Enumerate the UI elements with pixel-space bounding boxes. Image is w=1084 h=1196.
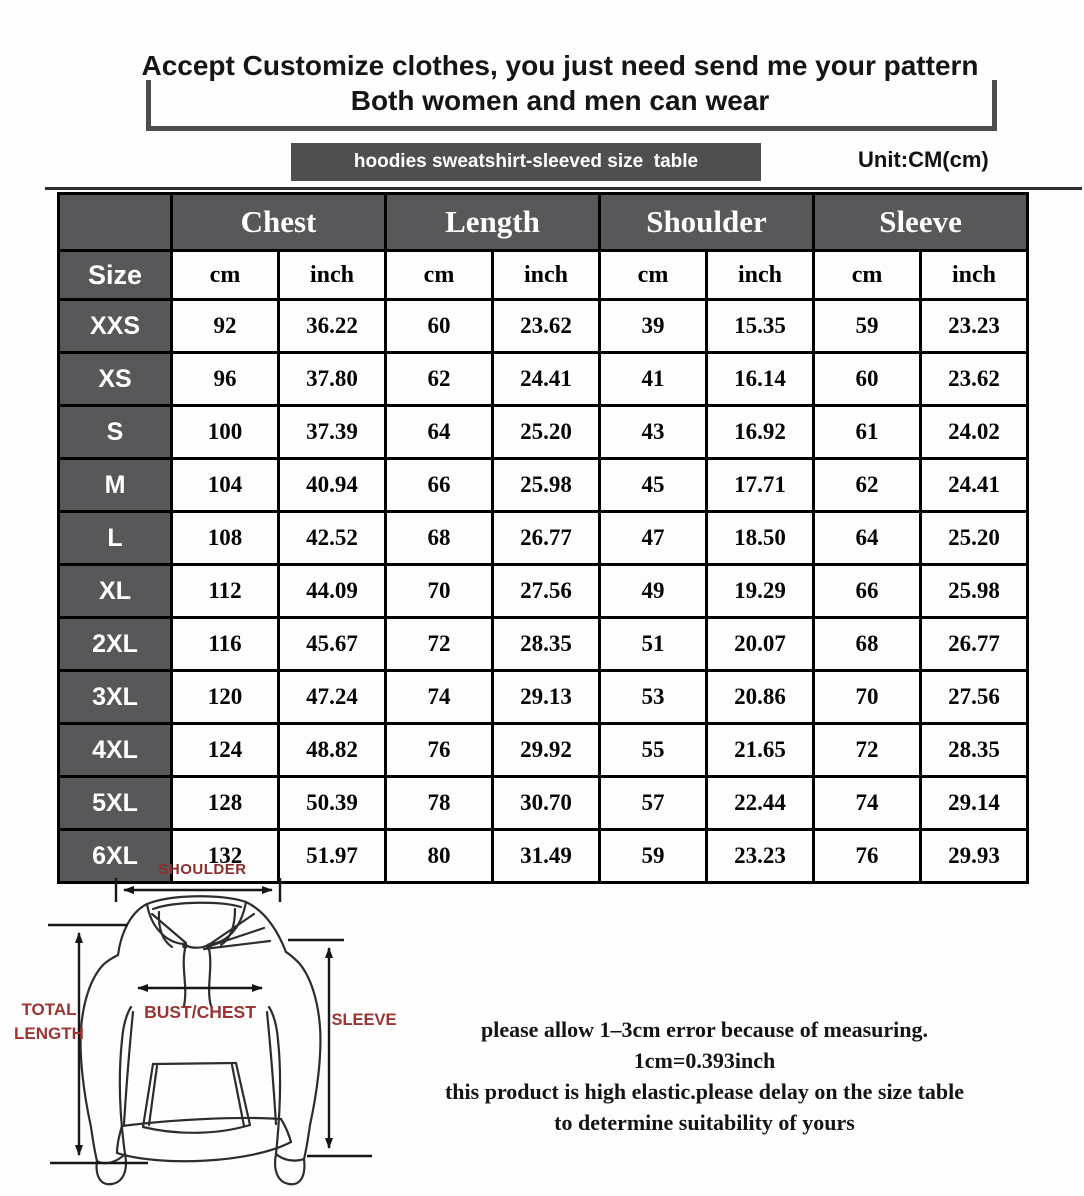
sleeve-label: SLEEVE [331, 1011, 397, 1029]
sub-header: inch [279, 251, 386, 300]
value-cell: 22.44 [707, 777, 814, 830]
value-cell: 23.62 [493, 300, 600, 353]
value-cell: 47.24 [279, 671, 386, 724]
value-cell: 43 [600, 406, 707, 459]
value-cell: 15.35 [707, 300, 814, 353]
value-cell: 78 [386, 777, 493, 830]
drawstring-left [184, 949, 186, 1006]
value-cell: 72 [386, 618, 493, 671]
group-header-chest: Chest [172, 194, 386, 251]
value-cell: 29.92 [493, 724, 600, 777]
value-cell: 29.13 [493, 671, 600, 724]
value-cell: 55 [600, 724, 707, 777]
value-cell: 49 [600, 565, 707, 618]
heading-bracket [146, 80, 997, 131]
value-cell: 24.41 [493, 353, 600, 406]
value-cell: 60 [814, 353, 921, 406]
hoodie-outline [81, 896, 321, 1184]
size-cell: 4XL [59, 724, 172, 777]
pocket [153, 1063, 236, 1064]
size-table [57, 192, 1029, 884]
value-cell: 68 [814, 618, 921, 671]
note-line-4: to determine suitability of yours [554, 1110, 855, 1135]
value-cell: 45.67 [279, 618, 386, 671]
value-cell: 37.80 [279, 353, 386, 406]
value-cell: 29.93 [921, 830, 1028, 883]
value-cell: 124 [172, 724, 279, 777]
value-cell: 24.41 [921, 459, 1028, 512]
group-header-sleeve: Sleeve [814, 194, 1028, 251]
value-cell: 36.22 [279, 300, 386, 353]
drawstring-right [209, 949, 211, 1006]
total-length-label-line2: LENGTH [14, 1024, 84, 1043]
sub-header-row [59, 251, 1028, 300]
table-row [59, 724, 1028, 777]
value-cell: 96 [172, 353, 279, 406]
value-cell: 24.02 [921, 406, 1028, 459]
value-cell: 25.98 [493, 459, 600, 512]
table-row [59, 459, 1028, 512]
measurement-diagram [0, 856, 410, 1196]
value-cell: 25.20 [493, 406, 600, 459]
table-row [59, 512, 1028, 565]
size-cell: XXS [59, 300, 172, 353]
value-cell: 26.77 [921, 618, 1028, 671]
table-title-banner: hoodies sweatshirt-sleeved size table [291, 143, 761, 181]
value-cell: 19.29 [707, 565, 814, 618]
shoulder-label: SHOULDER [158, 861, 247, 878]
value-cell: 17.71 [707, 459, 814, 512]
value-cell: 23.62 [921, 353, 1028, 406]
size-cell: 6XL [59, 830, 172, 883]
value-cell: 18.50 [707, 512, 814, 565]
value-cell: 16.92 [707, 406, 814, 459]
value-cell: 39 [600, 300, 707, 353]
total-length-label [6, 998, 92, 1046]
table-row [59, 777, 1028, 830]
value-cell: 53 [600, 671, 707, 724]
value-cell: 23.23 [921, 300, 1028, 353]
value-cell: 64 [386, 406, 493, 459]
value-cell: 68 [386, 512, 493, 565]
bust-chest-label: BUST/CHEST [144, 1002, 256, 1022]
sub-header: cm [172, 251, 279, 300]
table-row [59, 671, 1028, 724]
sub-header: cm [386, 251, 493, 300]
value-cell: 25.98 [921, 565, 1028, 618]
value-cell: 70 [386, 565, 493, 618]
group-header-shoulder: Shoulder [600, 194, 814, 251]
value-cell: 45 [600, 459, 707, 512]
total-length-label-line1: TOTAL [21, 1000, 77, 1019]
sub-header: cm [600, 251, 707, 300]
value-cell: 76 [814, 830, 921, 883]
value-cell: 120 [172, 671, 279, 724]
size-cell: XS [59, 353, 172, 406]
value-cell: 50.39 [279, 777, 386, 830]
value-cell: 92 [172, 300, 279, 353]
value-cell: 29.14 [921, 777, 1028, 830]
value-cell: 100 [172, 406, 279, 459]
value-cell: 28.35 [493, 618, 600, 671]
hem-band [122, 1118, 281, 1126]
value-cell: 25.20 [921, 512, 1028, 565]
value-cell: 27.56 [921, 671, 1028, 724]
unit-label: Unit:CM(cm) [858, 147, 989, 172]
value-cell: 51 [600, 618, 707, 671]
group-header-row [59, 194, 1028, 251]
value-cell: 132 [172, 830, 279, 883]
value-cell: 51.97 [279, 830, 386, 883]
sub-header: inch [921, 251, 1028, 300]
value-cell: 23.23 [707, 830, 814, 883]
value-cell: 40.94 [279, 459, 386, 512]
value-cell: 66 [386, 459, 493, 512]
value-cell: 108 [172, 512, 279, 565]
value-cell: 42.52 [279, 512, 386, 565]
value-cell: 20.86 [707, 671, 814, 724]
heading-line-1: Accept Customize clothes, you just need send me your pattern [141, 50, 979, 81]
size-cell: 2XL [59, 618, 172, 671]
value-cell: 21.65 [707, 724, 814, 777]
notes [412, 1014, 997, 1138]
value-cell: 28.35 [921, 724, 1028, 777]
sub-header: cm [814, 251, 921, 300]
table-row [59, 565, 1028, 618]
value-cell: 27.56 [493, 565, 600, 618]
size-cell: 3XL [59, 671, 172, 724]
group-header-length: Length [386, 194, 600, 251]
size-cell: M [59, 459, 172, 512]
size-table-body [59, 300, 1028, 883]
value-cell: 60 [386, 300, 493, 353]
value-cell: 62 [814, 459, 921, 512]
value-cell: 59 [814, 300, 921, 353]
value-cell: 31.49 [493, 830, 600, 883]
value-cell: 64 [814, 512, 921, 565]
value-cell: 16.14 [707, 353, 814, 406]
value-cell: 47 [600, 512, 707, 565]
value-cell: 20.07 [707, 618, 814, 671]
table-row [59, 353, 1028, 406]
table-row [59, 300, 1028, 353]
note-line-3: this product is high elastic.please delay on the size table [444, 1079, 965, 1104]
value-cell: 48.82 [279, 724, 386, 777]
value-cell: 72 [814, 724, 921, 777]
value-cell: 57 [600, 777, 707, 830]
size-cell: XL [59, 565, 172, 618]
value-cell: 74 [814, 777, 921, 830]
sub-header: inch [493, 251, 600, 300]
value-cell: 104 [172, 459, 279, 512]
value-cell: 30.70 [493, 777, 600, 830]
value-cell: 59 [600, 830, 707, 883]
value-cell: 74 [386, 671, 493, 724]
size-cell: S [59, 406, 172, 459]
heading-line-2: Both women and men can wear [350, 85, 770, 116]
value-cell: 70 [814, 671, 921, 724]
sub-header: inch [707, 251, 814, 300]
corner-cell [59, 194, 172, 251]
size-cell: 5XL [59, 777, 172, 830]
value-cell: 37.39 [279, 406, 386, 459]
value-cell: 26.77 [493, 512, 600, 565]
value-cell: 62 [386, 353, 493, 406]
value-cell: 61 [814, 406, 921, 459]
divider-line [45, 187, 1082, 190]
value-cell: 112 [172, 565, 279, 618]
value-cell: 80 [386, 830, 493, 883]
value-cell: 128 [172, 777, 279, 830]
value-cell: 41 [600, 353, 707, 406]
value-cell: 76 [386, 724, 493, 777]
value-cell: 66 [814, 565, 921, 618]
note-line-1: please allow 1–3cm error because of measuring. [480, 1017, 929, 1042]
table-row [59, 406, 1028, 459]
table-row [59, 618, 1028, 671]
size-header: Size [59, 251, 172, 300]
value-cell: 116 [172, 618, 279, 671]
value-cell: 44.09 [279, 565, 386, 618]
size-cell: L [59, 512, 172, 565]
note-line-2: 1cm=0.393inch [633, 1048, 776, 1073]
